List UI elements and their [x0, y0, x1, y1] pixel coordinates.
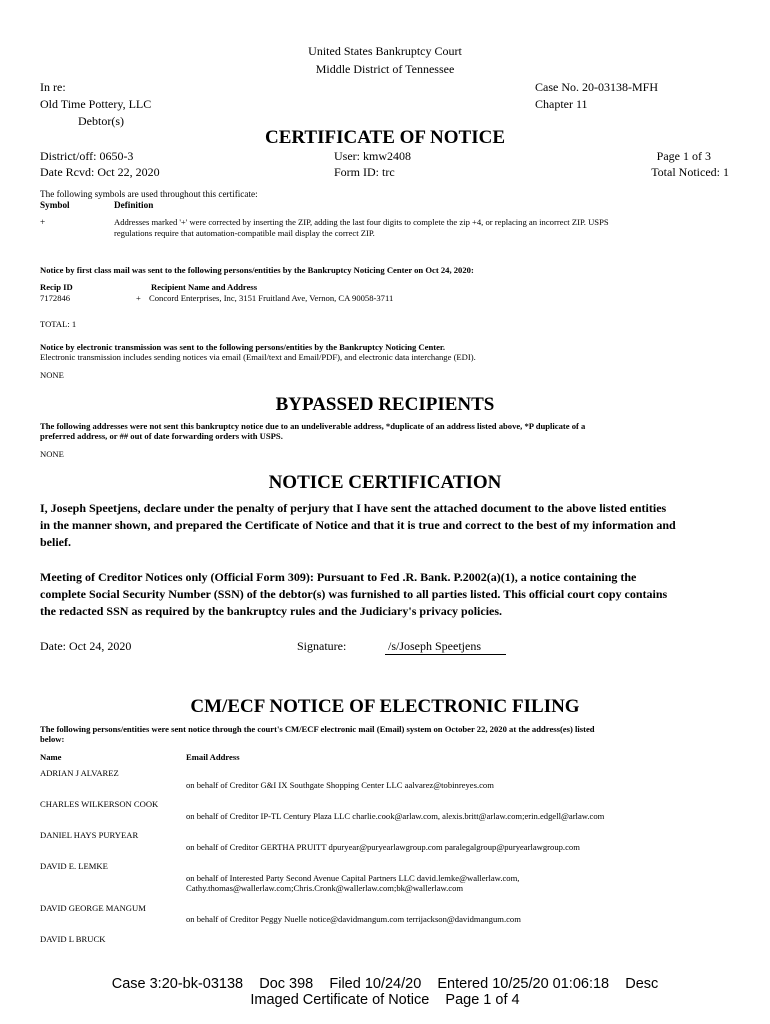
- ecf-entry-email: on behalf of Creditor GERTHA PRUITT dpuryear@puryearlawgroup.com paralegalgroup@puryearlawgroup.com: [186, 842, 580, 852]
- ecf-entry-name: CHARLES WILKERSON COOK: [40, 799, 159, 809]
- bypassed-text-line1: The following addresses were not sent this bankruptcy notice due to an undeliverable address, *duplicate of an address listed above, *P duplicate of a: [40, 421, 586, 431]
- bypassed-text-line2: preferred address, or ## out of date forwarding orders with USPS.: [40, 431, 283, 441]
- district-office: District/off: 0650-3: [40, 149, 134, 163]
- certification-title: NOTICE CERTIFICATION: [268, 472, 502, 493]
- certification-para1-line3: belief.: [40, 535, 71, 549]
- certification-para1-line2: in the manner shown, and prepared the Certificate of Notice and that it is true and correct to the best of my information and: [40, 518, 676, 532]
- symbol-definition-line1: Addresses marked '+' were corrected by inserting the ZIP, adding the last four digits to complete the zip +4, or replacing an incorrect ZIP. USPS: [114, 217, 609, 227]
- ecf-entry-email-cont: Cathy.thomas@wallerlaw.com;Chris.Cronk@wallerlaw.com;bk@wallerlaw.com: [186, 883, 464, 893]
- electronic-subheading: Electronic transmission includes sending notices via email (Email/text and Email/PDF), and electronic data interchange (EDI).: [40, 352, 476, 362]
- case-number: Case No. 20-03138-MFH: [535, 80, 658, 94]
- signature-label: Signature:: [297, 639, 347, 653]
- page-title: CERTIFICATE OF NOTICE: [264, 127, 506, 148]
- ecf-intro-line1: The following persons/entities were sent notice through the court's CM/ECF electronic mail (Email) system on October 22, 2020 at the address(es) listed: [40, 724, 595, 734]
- certification-para2-line3: the redacted SSN as required by the bankruptcy rules and the Judiciary's privacy policies.: [40, 604, 503, 618]
- ecf-title: CM/ECF NOTICE OF ELECTRONIC FILING: [190, 696, 580, 717]
- court-name: United States Bankruptcy Court: [308, 44, 462, 58]
- bypassed-title: BYPASSED RECIPIENTS: [275, 394, 495, 415]
- symbols-col-definition: Definition: [114, 200, 154, 210]
- certification-para2-line1: Meeting of Creditor Notices only (Official Form 309): Pursuant to Fed .R. Bank. P.2002(a)(1), a notice containing the: [40, 570, 637, 584]
- ecf-entry-name: DAVID GEORGE MANGUM: [40, 903, 146, 913]
- in-re-label: In re:: [40, 80, 66, 94]
- first-class-heading: Notice by first class mail was sent to the following persons/entities by the Bankruptcy Noticing Center on Oct 24, 2020:: [40, 265, 474, 275]
- electronic-none: NONE: [40, 370, 64, 380]
- ecf-intro-line2: below:: [40, 734, 65, 744]
- signature: /s/Joseph Speetjens: [385, 639, 506, 655]
- symbol-plus: +: [40, 217, 46, 227]
- footer-case-line: Case 3:20-bk-03138 Doc 398 Filed 10/24/20 Entered 10/25/20 01:06:18 Desc: [111, 976, 659, 992]
- certification-para1-line1: I, Joseph Speetjens, declare under the penalty of perjury that I have sent the attached document to the above listed entities: [40, 501, 667, 515]
- electronic-heading: Notice by electronic transmission was sent to the following persons/entities by the Bankruptcy Noticing Center.: [40, 342, 446, 352]
- chapter: Chapter 11: [535, 97, 588, 111]
- ecf-entry-email: on behalf of Creditor G&I IX Southgate Shopping Center LLC aalvarez@tobinreyes.com: [186, 780, 494, 790]
- total-noticed: Total Noticed: 1: [651, 165, 729, 179]
- recip-id: 7172846: [40, 293, 71, 303]
- ecf-entry-name: DANIEL HAYS PURYEAR: [40, 830, 139, 840]
- ecf-entry-name: DAVID E. LEMKE: [40, 861, 108, 871]
- user-id: User: kmw2408: [334, 149, 411, 163]
- ecf-entry-email: on behalf of Creditor Peggy Nuelle notice@davidmangum.com terrijackson@davidmangum.com: [186, 914, 521, 924]
- debtor-label: Debtor(s): [78, 114, 124, 128]
- certification-para2-line2: complete Social Security Number (SSN) of the debtor(s) was furnished to all parties listed. This official court copy contains: [40, 587, 668, 601]
- recip-id-header: Recip ID: [40, 282, 73, 292]
- ecf-entry-name: ADRIAN J ALVAREZ: [40, 768, 119, 778]
- footer-imaged-line: Imaged Certificate of Notice Page 1 of 4: [250, 992, 520, 1008]
- symbols-intro: The following symbols are used throughout this certificate:: [40, 189, 258, 199]
- symbol-definition-line2: regulations require that automation-compatible mail display the correct ZIP.: [114, 228, 375, 238]
- bypassed-none: NONE: [40, 449, 64, 459]
- certification-date: Date: Oct 24, 2020: [40, 639, 132, 653]
- recipient-address: Concord Enterprises, Inc, 3151 Fruitland Ave, Vernon, CA 90058-3711: [149, 293, 394, 303]
- symbols-col-symbol: Symbol: [40, 200, 70, 210]
- ecf-entry-email: on behalf of Interested Party Second Avenue Capital Partners LLC david.lemke@wallerlaw.com,: [186, 873, 520, 883]
- form-id: Form ID: trc: [334, 165, 395, 179]
- first-class-total: TOTAL: 1: [40, 319, 77, 329]
- page-count: Page 1 of 3: [656, 149, 711, 163]
- ecf-entry-name: DAVID L BRUCK: [40, 934, 106, 944]
- ecf-entry-email: on behalf of Creditor IP-TL Century Plaza LLC charlie.cook@arlaw.com, alexis.britt@arlaw.com;erin.edgell@arlaw.com: [186, 811, 605, 821]
- ecf-col-email: Email Address: [186, 752, 240, 762]
- date-received: Date Rcvd: Oct 22, 2020: [40, 165, 160, 179]
- court-district: Middle District of Tennessee: [315, 62, 455, 76]
- recipient-header: Recipient Name and Address: [151, 282, 258, 292]
- debtor-name: Old Time Pottery, LLC: [40, 97, 152, 111]
- recipient-mark: +: [136, 293, 141, 303]
- ecf-col-name: Name: [40, 752, 62, 762]
